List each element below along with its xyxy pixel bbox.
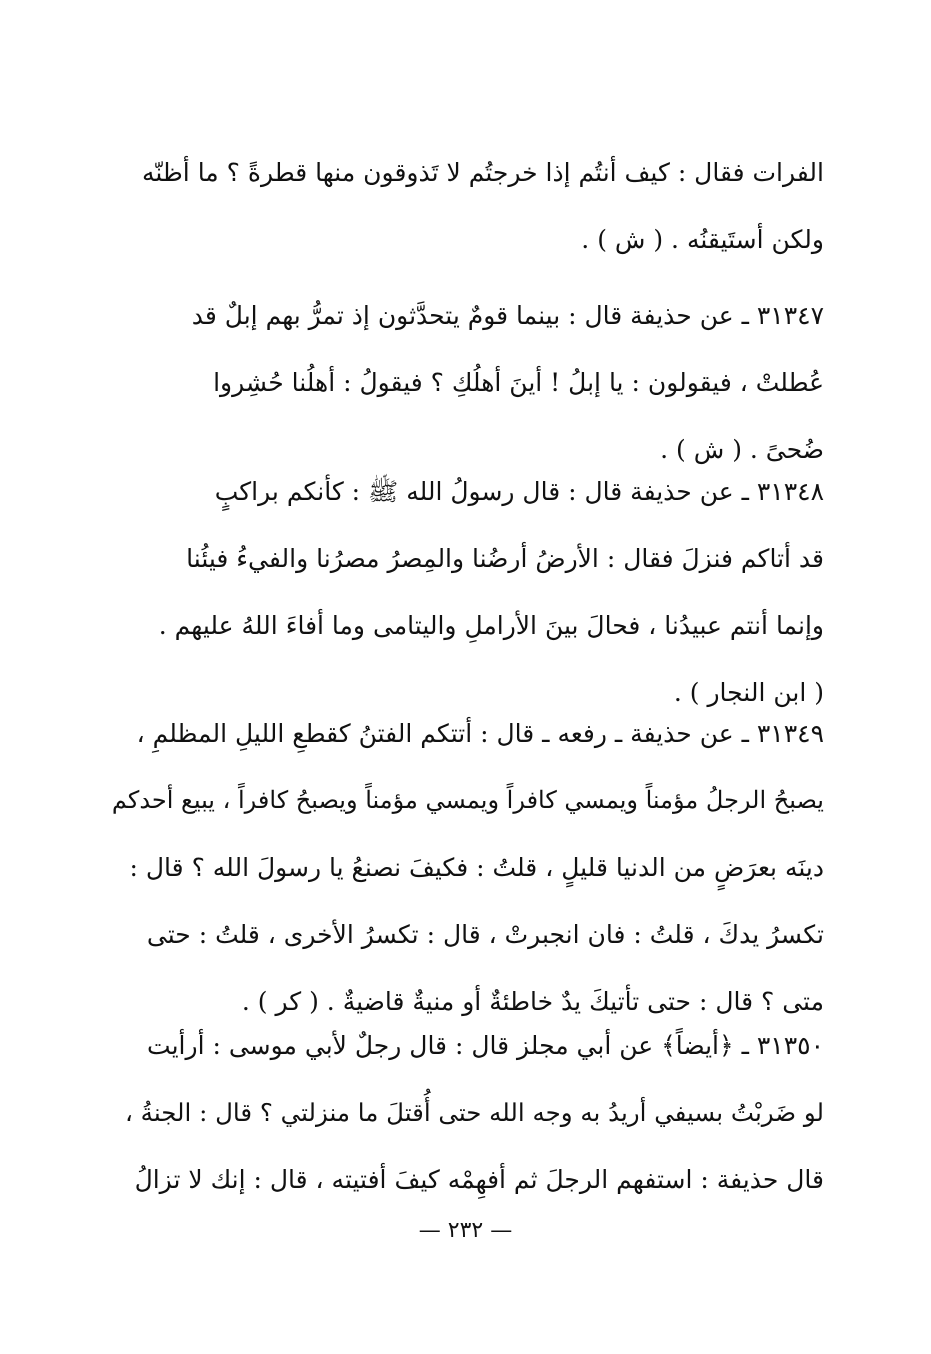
hadith-31347 [112,282,824,483]
paragraph-continuation [112,139,824,273]
text-line: تكسرُ يدكَ ، قلتُ : فان انجبرتْ ، قال : تكسرُ الأخرى ، قلتُ : حتى [146,920,824,949]
text-line: ٣١٣٤٧ ـ عن حذيفة قال : بينما قومٌ يتحدَّثون إذ تمرُّ بهم إبلٌ قد [191,301,824,330]
text-line: دينَه بعرَضٍ من الدنيا قليلٍ ، قلتُ : فكيفَ نصنعُ يا رسولَ الله ؟ قال : [129,853,824,882]
text-line: لو ضَربْتُ بسيفي أريدُ به وجه الله حتى أُقتلَ ما منزلتي ؟ قال : الجنةُ ، [124,1098,824,1127]
text-line: ( ابن النجار ) . [673,678,824,707]
hadith-31350 [112,1012,824,1213]
text-line: ٣١٣٥٠ ـ ﴿أيضاً﴾ عن أبي مجلز قال : قال رجلٌ لأبي موسى : أرأيت [147,1031,824,1060]
hadith-31349 [112,700,824,1035]
text-line: متى ؟ قال : حتى تأتيكَ يدٌ خاطئةٌ أو منيةٌ قاضيةٌ . ( كر ) . [241,987,824,1016]
page-number: — ٢٣٢ — [418,1218,513,1243]
text-line: يصبحُ الرجلُ مؤمناً ويمسي كافراً ويمسي مؤمناً ويصبحُ كافراً ، يبيع أحدكم [111,786,824,814]
text-line: ولكن أستَيقنُه . ( ش ) . [581,225,824,254]
text-line: ٣١٣٤٨ ـ عن حذيفة قال : قال رسولُ الله ﷺ : كأنكم براكبٍ [214,477,824,506]
text-line: ٣١٣٤٩ ـ عن حذيفة ـ رفعه ـ قال : أتتكم الفتنُ كقطعِ الليلِ المظلمِ ، [136,719,824,748]
hadith-31348 [112,458,824,726]
text-line: قد أتاكم فنزلَ فقال : الأرضُ أرضُنا والمِصرُ مصرُنا والفيءُ فيئُنا [186,544,824,573]
text-line: قال حذيفة : استفهم الرجلَ ثم أفهِمْه كيفَ أفتيته ، قال : إنك لا تزالُ [134,1165,824,1194]
text-line: وإنما أنتم عبيدُنا ، فحالَ بينَ الأراملِ واليتامى وما أفاءَ اللهُ عليهم . [158,611,824,640]
text-line: الفرات فقال : كيف أنتُم إذا خرجتُم لا تَذوقون منها قطرةً ؟ ما أظنّه [141,158,824,187]
text-line: عُطلتْ ، فيقولون : يا إبلُ ! أينَ أهلُكِ ؟ فيقولُ : أهلُنا حُشِروا [213,368,824,397]
text-line: ضُحىً . ( ش ) . [660,435,824,464]
